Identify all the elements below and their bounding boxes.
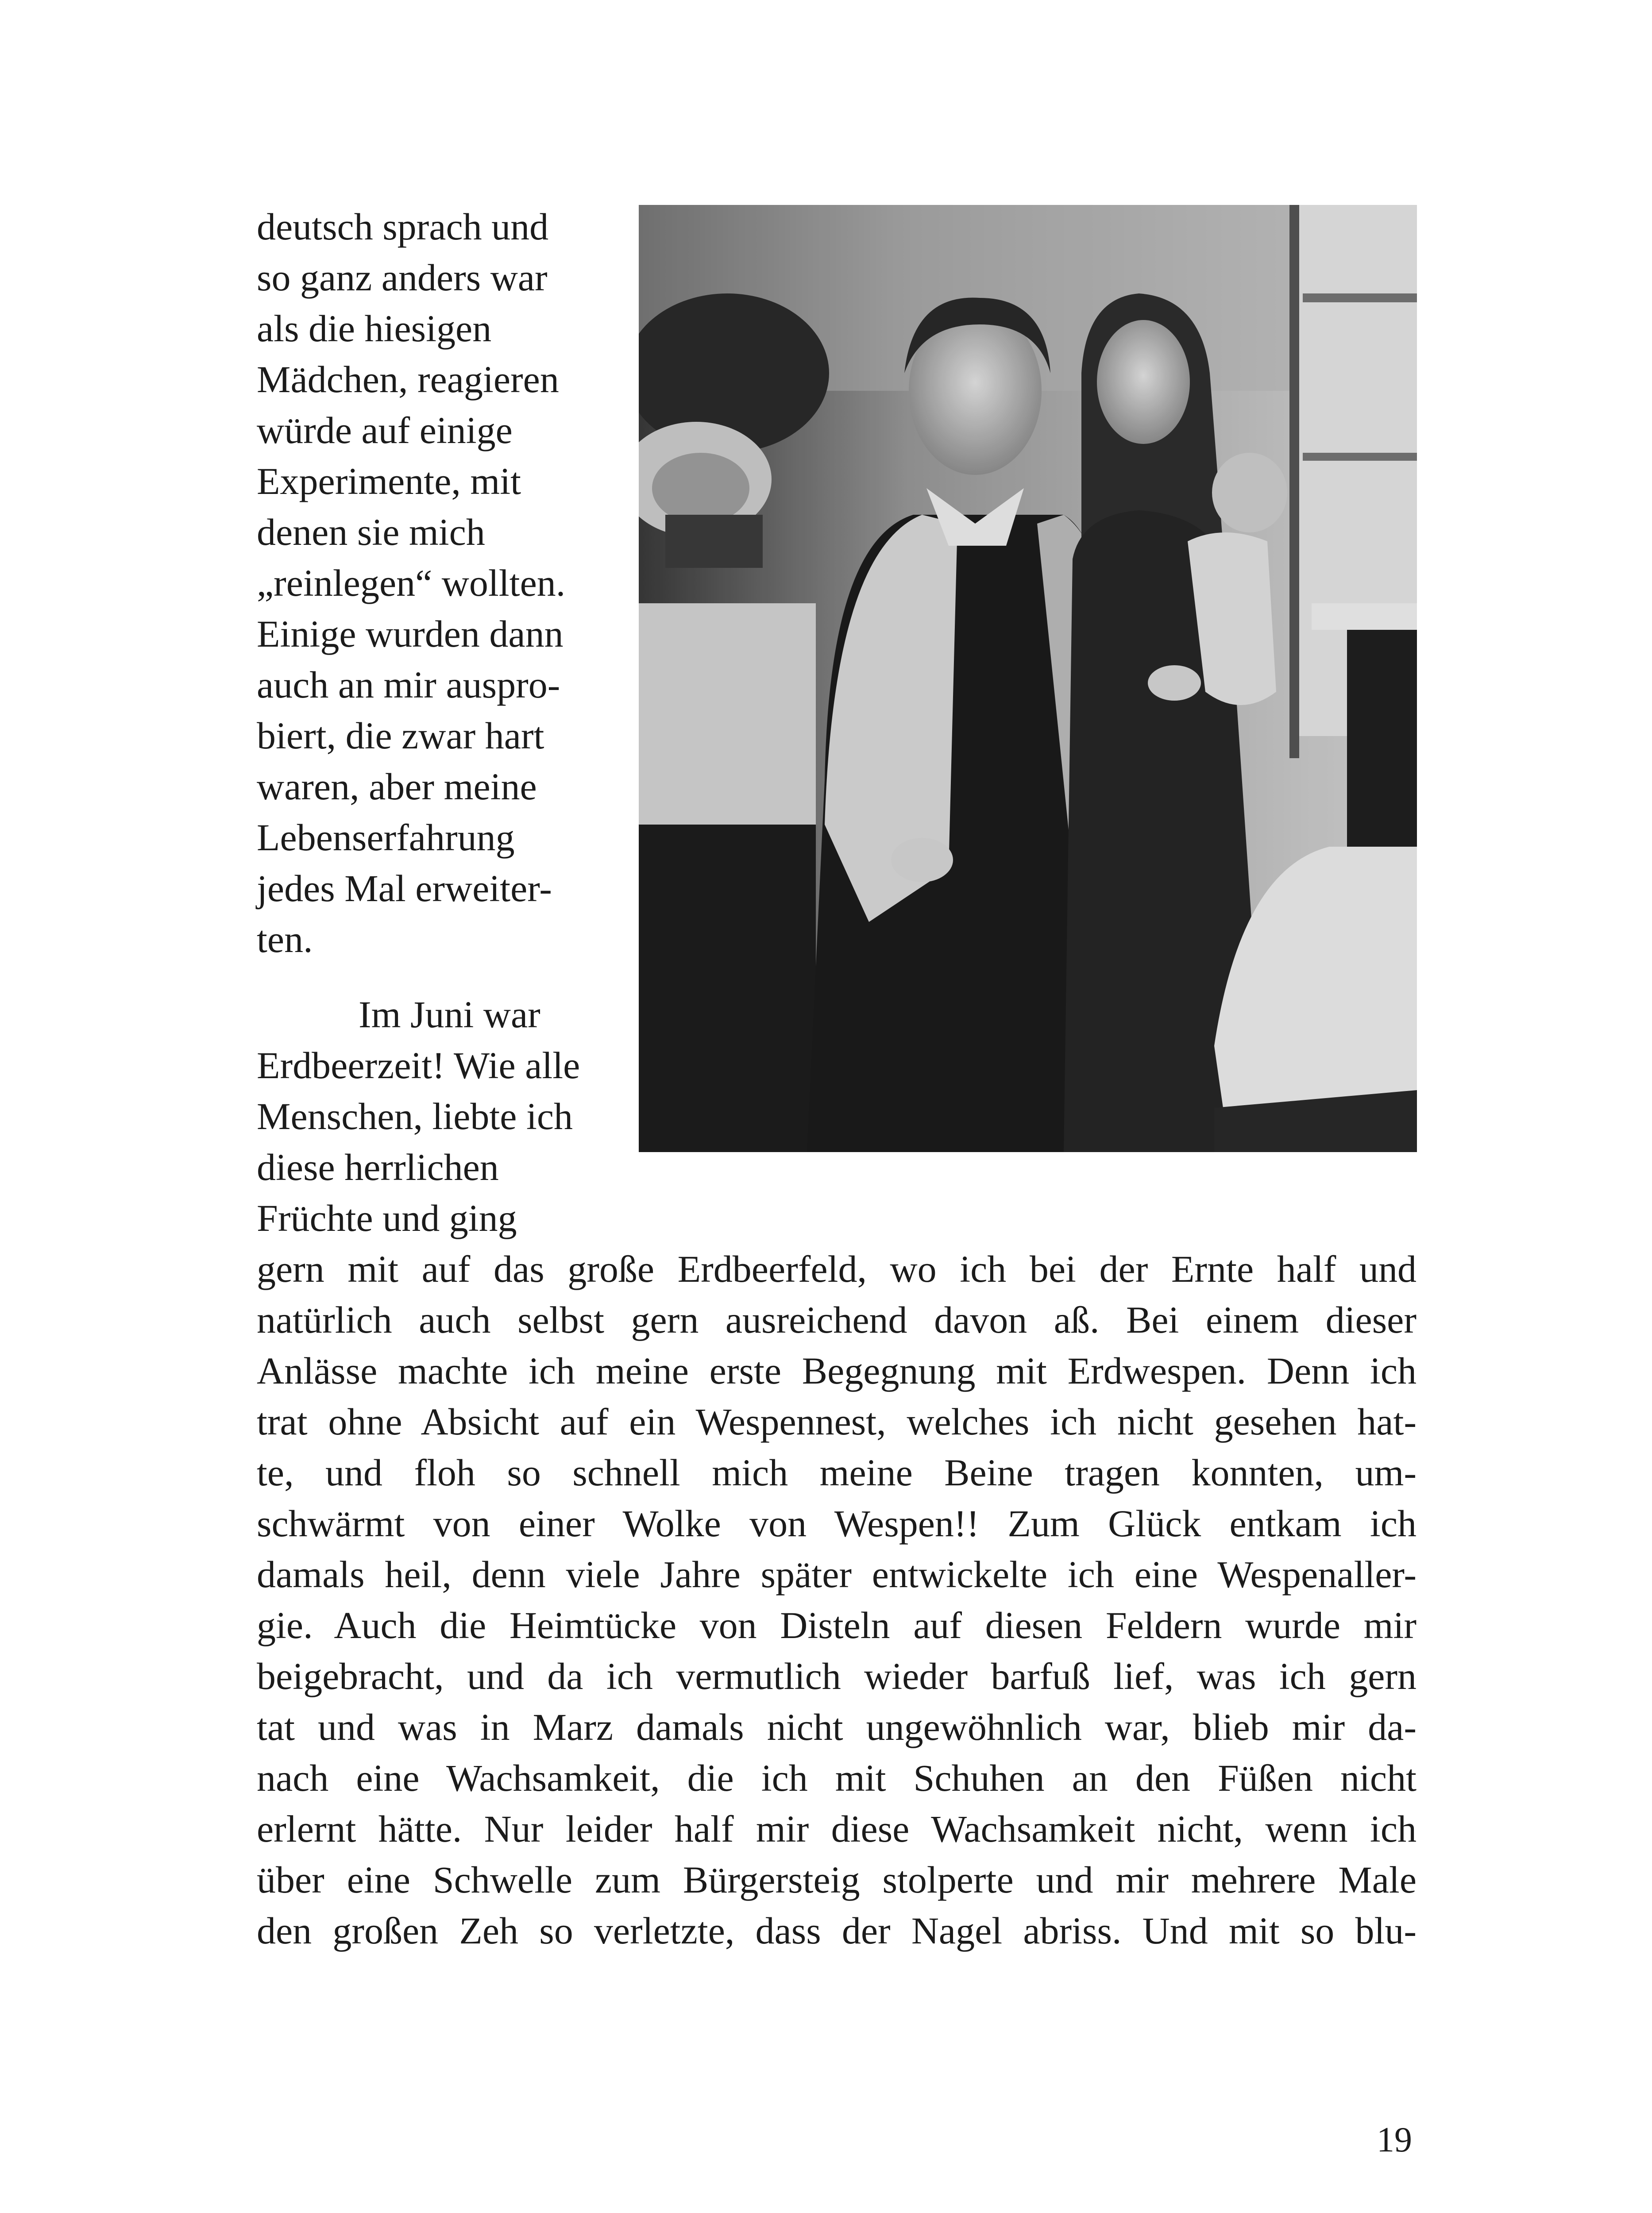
text-line: über eine Schwelle zum Bürgersteig stolperte und mir mehrere Male: [257, 1858, 1417, 1901]
text-line: Erdbeerzeit! Wie alle: [257, 1044, 580, 1087]
text-line: tat und was in Marz damals nicht ungewöhnlich war, blieb mir da-: [257, 1706, 1417, 1748]
text-line: biert, die zwar hart: [257, 714, 544, 757]
text-line: Mädchen, reagieren: [257, 358, 559, 401]
text-line: diese herrlichen: [257, 1146, 499, 1188]
text-line: gie. Auch die Heimtücke von Disteln auf diesen Feldern wurde mir: [257, 1604, 1417, 1646]
text-line: Anlässe machte ich meine erste Begegnung mit Erdwespen. Denn ich: [257, 1349, 1417, 1392]
text-line: waren, aber meine: [257, 765, 537, 808]
text-line: so ganz anders war: [257, 256, 548, 299]
text-line: natürlich auch selbst gern ausreichend davon aß. Bei einem dieser: [257, 1299, 1417, 1341]
text-line: Menschen, liebte ich: [257, 1095, 573, 1137]
page-number: 19: [1377, 2120, 1412, 2159]
text-line: gern mit auf das große Erdbeerfeld, wo ich bei der Ernte half und: [257, 1248, 1417, 1290]
text-line: trat ohne Absicht auf ein Wespennest, welches ich nicht gesehen hat-: [257, 1400, 1417, 1443]
text-line: würde auf einige: [257, 409, 513, 451]
text-line: „reinlegen“ wollten.: [257, 562, 566, 604]
text-line: deutsch sprach und: [257, 205, 549, 248]
photo-two-girls-with-doll-icon: [639, 205, 1417, 1152]
text-line: ten.: [257, 918, 313, 960]
text-line: te, und floh so schnell mich meine Beine tragen konnten, um-: [257, 1451, 1417, 1494]
photograph: [639, 205, 1417, 1152]
text-line: damals heil, denn viele Jahre später entwickelte ich eine Wespenaller-: [257, 1553, 1417, 1596]
text-line: Früchte und ging: [257, 1197, 517, 1239]
text-line: nach eine Wachsamkeit, die ich mit Schuhen an den Füßen nicht: [257, 1757, 1417, 1799]
text-line: schwärmt von einer Wolke von Wespen!! Zum Glück entkam ich: [257, 1502, 1417, 1545]
text-line: auch an mir auspro-: [257, 663, 560, 706]
text-line: Einige wurden dann: [257, 613, 564, 655]
paragraph-start-line: Im Juni war: [359, 993, 540, 1036]
text-line: als die hiesigen: [257, 307, 492, 350]
text-line: denen sie mich: [257, 511, 485, 553]
text-line: Experimente, mit: [257, 460, 521, 502]
text-line: erlernt hätte. Nur leider half mir diese Wachsamkeit nicht, wenn ich: [257, 1808, 1417, 1850]
text-line: jedes Mal erweiter-: [257, 867, 552, 910]
text-line: beigebracht, und da ich vermutlich wieder barfuß lief, was ich gern: [257, 1655, 1417, 1697]
text-line: Lebenserfahrung: [257, 816, 515, 859]
text-line: den großen Zeh so verletzte, dass der Nagel abriss. Und mit so blu-: [257, 1909, 1417, 1952]
